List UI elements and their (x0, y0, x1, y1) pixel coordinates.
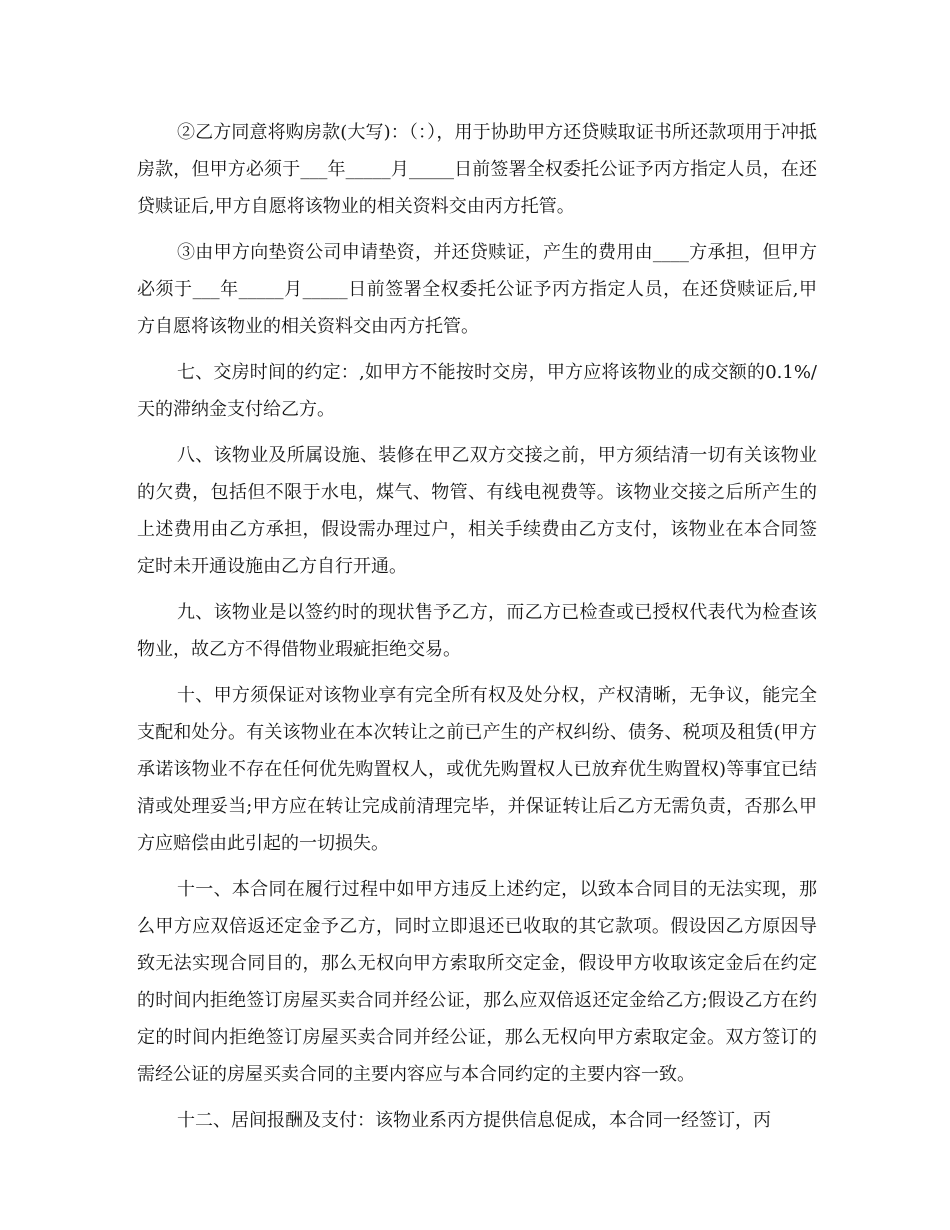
paragraph-clause-6-2: ②乙方同意将购房款(大写)：（：），用于协助甲方还贷赎取证书所还款项用于冲抵房款，但甲方必须于___年_____月_____日前签署全权委托公证予丙方指定人员，在还贷赎证后,甲方自愿将该物业的相关资料交由丙方托管。 (137, 122, 817, 217)
paragraph-clause-9: 九、该物业是以签约时的现状售予乙方，而乙方已检查或已授权代表代为检查该物业，故乙方不得借物业瑕疵拒绝交易。 (137, 602, 817, 660)
paragraph-clause-7: 七、交房时间的约定：,如甲方不能按时交房，甲方应将该物业的成交额的0.1%/天的滞纳金支付给乙方。 (137, 362, 817, 420)
paragraph-clause-12: 十二、居间报酬及支付：该物业系丙方提供信息促成，本合同一经签订，丙 (177, 1110, 771, 1131)
paragraph-clause-11: 十一、本合同在履行过程中如甲方违反上述约定，以致本合同目的无法实现，那么甲方应双倍返还定金予乙方，同时立即退还已收取的其它款项。假设因乙方原因导致无法实现合同目的，那么无权向甲方索取所交定金，假设甲方收取该定金后在约定的时间内拒绝签订房屋买卖合同并经公证，那么应双倍返还定金给乙方;假设乙方在约定的时间内拒绝签订房屋买卖合同并经公证，那么无权向甲方索取定金。双方签订的需经公证的房屋买卖合同的主要内容应与本合同约定的主要内容一致。 (137, 879, 817, 1085)
document-body (137, 114, 817, 1148)
paragraph-clause-6-3: ③由甲方向垫资公司申请垫资，并还贷赎证，产生的费用由____方承担，但甲方必须于___年_____月_____日前签署全权委托公证予丙方指定人员，在还贷赎证后,甲方自愿将该物业的相关资料交由丙方托管。 (137, 242, 817, 337)
paragraph-clause-10: 十、甲方须保证对该物业享有完全所有权及处分权，产权清晰，无争议，能完全支配和处分。有关该物业在本次转让之前已产生的产权纠纷、债务、税项及租赁(甲方承诺该物业不存在任何优先购置权人，或优先购置权人已放弃优生购置权)等事宜已结清或处理妥当;甲方应在转让完成前清理完毕，并保证转让后乙方无需负责，否那么甲方应赔偿由此引起的一切损失。 (137, 685, 817, 854)
paragraph-clause-8: 八、该物业及所属设施、装修在甲乙双方交接之前，甲方须结清一切有关该物业的欠费，包括但不限于水电，煤气、物管、有线电视费等。该物业交接之后所产生的上述费用由乙方承担，假设需办理过户，相关手续费由乙方支付，该物业在本合同签定时未开通设施由乙方自行开通。 (137, 445, 817, 577)
